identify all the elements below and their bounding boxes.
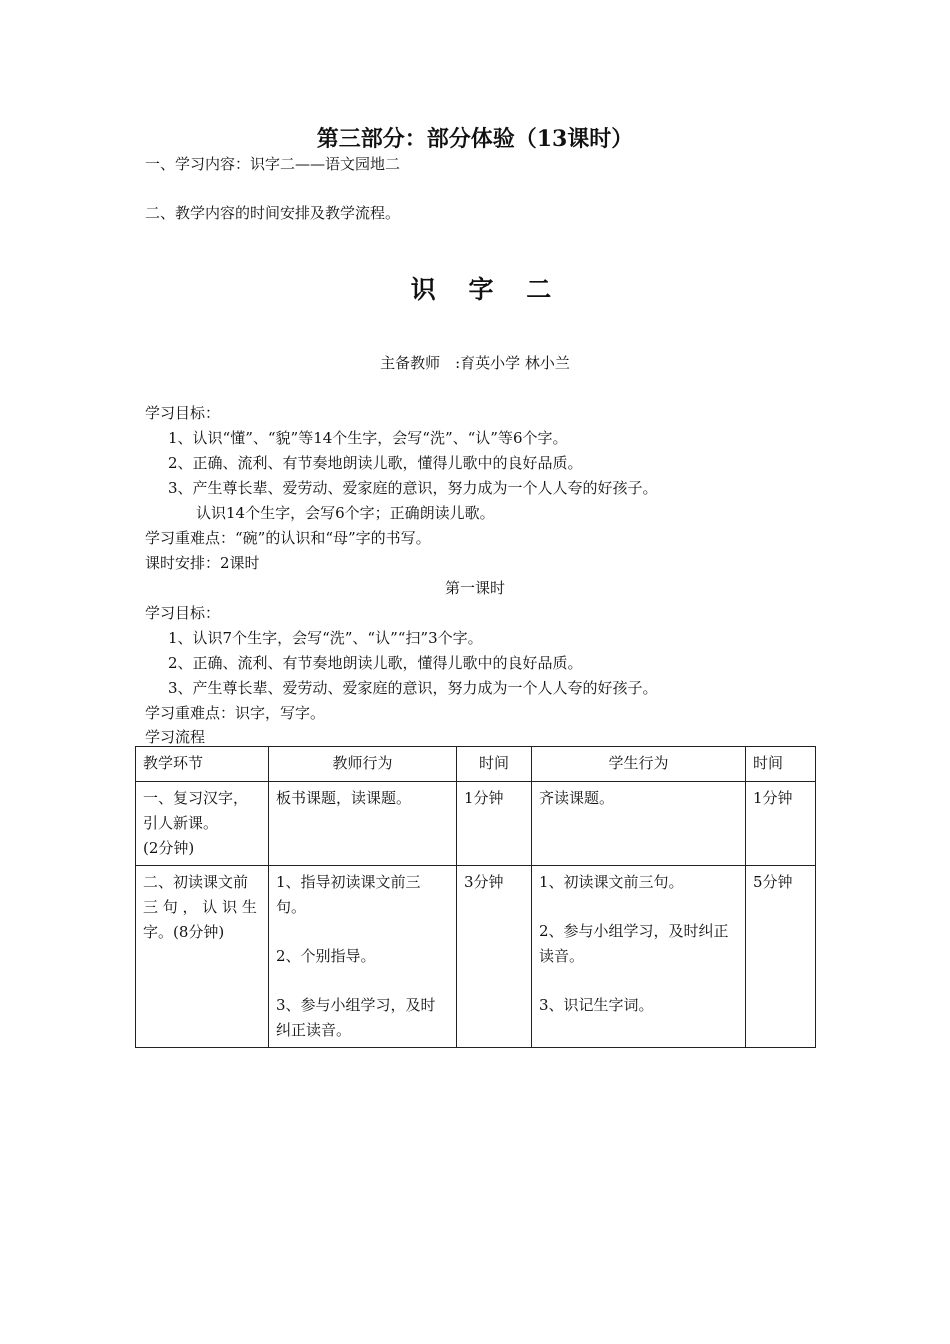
student-action: 齐读课题。 bbox=[539, 789, 615, 807]
goal-item: 3、产生尊长辈、爱劳动、爱家庭的意识，努力成为一个人人夸的好孩子。 bbox=[168, 479, 658, 497]
flow-table bbox=[135, 746, 816, 1048]
content-item: 一、学习内容：识字二——语文园地二 bbox=[145, 155, 401, 173]
goals-label: 学习目标： bbox=[145, 404, 221, 422]
stage-line: 引人新课。 bbox=[143, 814, 219, 832]
student-action: 2、参与小组学习，及时纠正读音。 bbox=[539, 922, 729, 965]
col-header-student: 学生行为 bbox=[532, 747, 746, 782]
schedule-item: 二、教学内容的时间安排及教学流程。 bbox=[145, 204, 401, 222]
lesson-schedule: 课时安排：2课时 bbox=[145, 554, 260, 572]
student-action: 1、初读课文前三句。 bbox=[539, 873, 684, 891]
col-header-stage: 教学环节 bbox=[136, 747, 269, 782]
lesson-title: 第一课时 bbox=[444, 579, 505, 597]
teacher-action: 2、个别指导。 bbox=[276, 947, 376, 965]
table-row bbox=[136, 866, 816, 1048]
stage-line: 三 句 ， 认 识 生 bbox=[143, 898, 257, 916]
lesson-goal-item: 2、正确、流利、有节奏地朗读儿歌，懂得儿歌中的良好品质。 bbox=[168, 654, 583, 672]
key-points: 学习重难点：“碗”的认识和“母”字的书写。 bbox=[145, 529, 431, 547]
goal-item: 1、认识“懂”、“貌”等14个生字，会写“洗”、“认”等6个字。 bbox=[168, 429, 568, 447]
goal-item: 2、正确、流利、有节奏地朗读儿歌，懂得儿歌中的良好品质。 bbox=[168, 454, 583, 472]
student-time-cell: 5分钟 bbox=[746, 866, 816, 1048]
stage-line: 字。(8分钟) bbox=[143, 923, 225, 941]
goal-extra: 认识14个生字，会写6个字；正确朗读儿歌。 bbox=[196, 504, 495, 522]
stage-line: (2分钟) bbox=[143, 839, 195, 857]
teacher-cell bbox=[269, 866, 457, 1048]
col-header-teacher: 教师行为 bbox=[269, 747, 457, 782]
col-header-time: 时间 bbox=[746, 747, 816, 782]
page-title: 第三部分：部分体验（13课时） bbox=[316, 126, 634, 152]
lesson-goals-label: 学习目标： bbox=[145, 604, 221, 622]
student-time-cell: 1分钟 bbox=[746, 782, 816, 866]
lesson-goal-item: 1、认识7个生字，会写“洗”、“认”“扫”3个字。 bbox=[168, 629, 483, 647]
stage-cell bbox=[136, 782, 269, 866]
stage-line: 一、复习汉字， bbox=[143, 789, 249, 807]
teacher-time-cell: 3分钟 bbox=[457, 866, 532, 1048]
teacher-action: 1、指导初读课文前三句。 bbox=[276, 873, 421, 916]
student-action: 3、识记生字词。 bbox=[539, 996, 654, 1014]
student-cell bbox=[532, 782, 746, 866]
table-header-row bbox=[136, 747, 816, 782]
stage-line: 二、初读课文前 bbox=[143, 873, 249, 891]
teacher-time-cell: 1分钟 bbox=[457, 782, 532, 866]
stage-cell bbox=[136, 866, 269, 1048]
teacher-action: 板书课题，读课题。 bbox=[276, 789, 412, 807]
section-title: 识 字 二 bbox=[410, 275, 564, 304]
flow-label: 学习流程 bbox=[145, 728, 206, 746]
teacher-action: 3、参与小组学习，及时纠正读音。 bbox=[276, 996, 436, 1039]
lesson-goal-item: 3、产生尊长辈、爱劳动、爱家庭的意识，努力成为一个人人夸的好孩子。 bbox=[168, 679, 658, 697]
student-cell bbox=[532, 866, 746, 1048]
teacher-line: 主备教师 :育英小学 林小兰 bbox=[380, 354, 570, 372]
table-row bbox=[136, 782, 816, 866]
lesson-key-points: 学习重难点：识字，写字。 bbox=[145, 704, 326, 722]
col-header-time: 时间 bbox=[457, 747, 532, 782]
teacher-cell bbox=[269, 782, 457, 866]
